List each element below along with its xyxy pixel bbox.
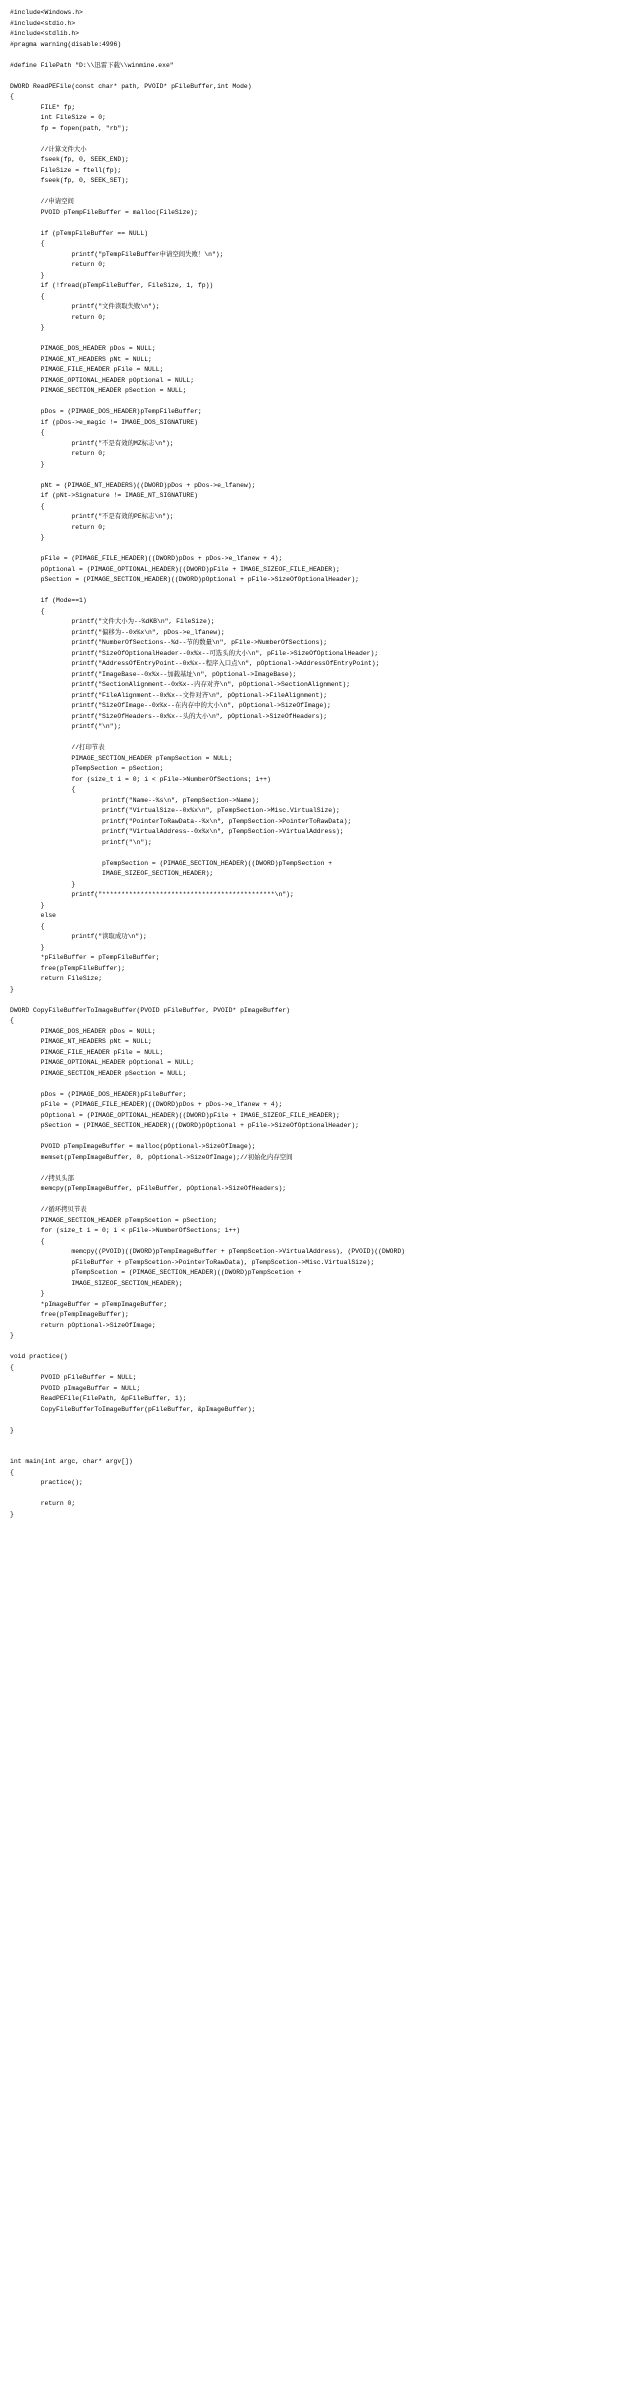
code-line: } — [10, 1332, 14, 1339]
code-line: fp = fopen(path, "rb"); — [10, 124, 129, 132]
code-line: //循环拷贝节表 — [10, 1206, 87, 1213]
code-line: return FileSize; — [10, 975, 103, 982]
code-line: { — [10, 922, 45, 930]
code-line: printf("SizeOfImage--0x%x--在内存中的大小\n", pOptional->SizeOfImage); — [10, 702, 331, 709]
code-line: } — [10, 1510, 14, 1518]
code-line: printf("PointerToRawData--%x\n", pTempSection->PointerToRawData); — [10, 817, 352, 825]
code-line: if (pNt->Signature != IMAGE_NT_SIGNATURE) — [10, 492, 198, 499]
code-line: printf("*********************************************\n"); — [10, 891, 294, 898]
code-line: { — [10, 1237, 45, 1245]
code-line: pTempSection = pSection; — [10, 765, 164, 772]
code-line: { — [10, 429, 45, 436]
code-line: printf("SizeOfOptionalHeader--0x%x--可选头的大小\n", pFile->SizeOfOptionalHeader); — [10, 649, 379, 657]
code-line: { — [10, 93, 14, 100]
code-line: free(pTempImageBuffer); — [10, 1311, 129, 1318]
code-line: { — [10, 1017, 14, 1024]
code-line: PIMAGE_FILE_HEADER pFile = NULL; — [10, 366, 164, 373]
code-line: pFile = (PIMAGE_FILE_HEADER)((DWORD)pDos + pDos->e_lfanew + 4); — [10, 555, 283, 562]
code-line: pOptional = (PIMAGE_OPTIONAL_HEADER)((DWORD)pFile + IMAGE_SIZEOF_FILE_HEADER); — [10, 565, 340, 573]
code-line: } — [10, 460, 45, 468]
code-line — [10, 995, 628, 1006]
code-line: } — [10, 943, 45, 951]
code-line: printf("文件读取失败\n"); — [10, 303, 160, 310]
code-line: PVOID pTempFileBuffer = malloc(FileSize); — [10, 208, 198, 216]
code-line — [10, 134, 628, 145]
code-line: } — [10, 324, 45, 331]
code-line: pDos = (PIMAGE_DOS_HEADER)pTempFileBuffer; — [10, 408, 202, 415]
code-line — [10, 50, 628, 61]
code-line: printf("\n"); — [10, 838, 152, 846]
code-line: ReadPEFile(FilePath, &pFileBuffer, 1); — [10, 1395, 187, 1402]
code-line: for (size_t i = 0; i < pFile->NumberOfSections; i++) — [10, 1227, 241, 1234]
code-line: //计算文件大小 — [10, 145, 87, 153]
code-line: int main(int argc, char* argv[]) — [10, 1458, 133, 1465]
code-line — [10, 1079, 628, 1090]
code-line: *pFileBuffer = pTempFileBuffer; — [10, 954, 160, 961]
code-line: pFile = (PIMAGE_FILE_HEADER)((DWORD)pDos + pDos->e_lfanew + 4); — [10, 1101, 283, 1108]
code-line — [10, 1163, 628, 1174]
code-line: PIMAGE_FILE_HEADER pFile = NULL; — [10, 1048, 164, 1056]
code-line: #include<Windows.h> — [10, 9, 83, 16]
code-line: if (pTempFileBuffer == NULL) — [10, 229, 149, 237]
code-line: pTempSection = (PIMAGE_SECTION_HEADER)((DWORD)pTempSection + — [10, 859, 333, 867]
code-line: FILE* fp; — [10, 103, 76, 111]
code-line: pSection = (PIMAGE_SECTION_HEADER)((DWORD)pOptional + pFile->SizeOfOptionalHeader); — [10, 1122, 359, 1129]
code-line: if (pDos->e_magic != IMAGE_DOS_SIGNATURE) — [10, 418, 198, 426]
code-line: if (!fread(pTempFileBuffer, FileSize, 1, fp)) — [10, 282, 214, 289]
code-line: pNt = (PIMAGE_NT_HEADERS)((DWORD)pDos + pDos->e_lfanew); — [10, 481, 256, 489]
code-line: { — [10, 1363, 14, 1371]
code-line: printf("Name--%s\n", pTempSection->Name); — [10, 796, 260, 804]
code-line: return 0; — [10, 450, 106, 457]
code-line: { — [10, 786, 76, 793]
code-line: PIMAGE_DOS_HEADER pDos = NULL; — [10, 345, 156, 352]
code-line: printf("读取成功\n"); — [10, 933, 147, 940]
code-line: PIMAGE_OPTIONAL_HEADER pOptional = NULL; — [10, 376, 195, 384]
code-line: { — [10, 240, 45, 247]
code-line: *pImageBuffer = pTempImageBuffer; — [10, 1300, 168, 1308]
code-line: { — [10, 1468, 14, 1476]
code-line: pTempScetion = (PIMAGE_SECTION_HEADER)((DWORD)pTempScetion + — [10, 1269, 302, 1276]
code-line: //拷贝头部 — [10, 1174, 74, 1182]
code-line — [10, 334, 628, 345]
code-line: PVOID pFileBuffer = NULL; — [10, 1374, 137, 1381]
code-line: //申请空间 — [10, 198, 74, 205]
code-line: return pOptional->SizeOfImage; — [10, 1321, 156, 1329]
code-line: { — [10, 607, 45, 615]
code-line: pSection = (PIMAGE_SECTION_HEADER)((DWORD)pOptional + pFile->SizeOfOptionalHeader); — [10, 576, 359, 583]
code-line — [10, 1132, 628, 1143]
code-line: practice(); — [10, 1479, 83, 1486]
code-line: PIMAGE_SECTION_HEADER pSection = NULL; — [10, 387, 187, 394]
code-line — [10, 1342, 628, 1353]
code-line: PIMAGE_DOS_HEADER pDos = NULL; — [10, 1027, 156, 1035]
code-line: fseek(fp, 0, SEEK_SET); — [10, 177, 129, 184]
code-line: fseek(fp, 0, SEEK_END); — [10, 156, 129, 163]
code-line: printf("文件大小为--%dKB\n", FileSize); — [10, 618, 215, 625]
code-line: PIMAGE_SECTION_HEADER pTempScetion = pSection; — [10, 1216, 218, 1224]
code-line: printf("NumberOfSections--%d--节的数量\n", pFile->NumberOfSections); — [10, 639, 328, 646]
code-line: for (size_t i = 0; i < pFile->NumberOfSections; i++) — [10, 775, 271, 783]
code-line: } — [10, 901, 45, 909]
code-line: } — [10, 985, 14, 993]
code-line: printf("pTempFileBuffer申请空间失败！\n"); — [10, 250, 224, 258]
code-line — [10, 586, 628, 597]
code-line: { — [10, 502, 45, 510]
code-line: return 0; — [10, 1500, 76, 1507]
code-line: printf("\n"); — [10, 723, 122, 730]
code-line: printf("不是有效的PE标志\n"); — [10, 513, 174, 520]
code-line: #include<stdio.h> — [10, 19, 76, 27]
code-line: return 0; — [10, 261, 106, 268]
code-line: printf("不是有效的MZ标志\n"); — [10, 439, 174, 447]
code-line: //打印节表 — [10, 744, 105, 751]
code-line: DWORD CopyFileBufferToImageBuffer(PVOID pFileBuffer, PVOID* pImageBuffer) — [10, 1006, 290, 1014]
code-line: memcpy(pTempImageBuffer, pFileBuffer, pOptional->SizeOfHeaders); — [10, 1185, 287, 1192]
code-line — [10, 1436, 628, 1447]
code-line: PIMAGE_NT_HEADERS pNt = NULL; — [10, 1038, 152, 1045]
code-line: printf("AddressOfEntryPoint--0x%x--程序入口点\n", pOptional->AddressOfEntryPoint); — [10, 660, 380, 667]
code-line: #define FilePath "D:\\迅雷下载\\winmine.exe" — [10, 61, 174, 69]
code-line — [10, 71, 628, 82]
code-line: else — [10, 912, 57, 919]
code-line: int FileSize = 0; — [10, 114, 106, 121]
code-line: FileSize = ftell(fp); — [10, 166, 122, 174]
code-line: printf("VirtualAddress--0x%x\n", pTempSection->VirtualAddress); — [10, 828, 344, 835]
code-line: return 0; — [10, 523, 106, 531]
code-line: PIMAGE_NT_HEADERS pNt = NULL; — [10, 355, 152, 363]
code-line: printf("SectionAlignment--0x%x--内存对齐\n", pOptional->SectionAlignment); — [10, 681, 351, 688]
code-line: CopyFileBufferToImageBuffer(pFileBuffer, &pImageBuffer); — [10, 1405, 256, 1413]
code-line: printf("SizeOfHeaders--0x%x--头的大小\n", pOptional->SizeOfHeaders); — [10, 712, 328, 720]
code-line — [10, 1195, 628, 1206]
code-line: IMAGE_SIZEOF_SECTION_HEADER); — [10, 1279, 183, 1287]
code-line — [10, 187, 628, 198]
code-line: #include<stdlib.h> — [10, 30, 80, 37]
code-line — [10, 733, 628, 744]
code-line: memcpy((PVOID)((DWORD)pTempImageBuffer + pTempScetion->VirtualAddress), (PVOID)((DWORD) — [10, 1248, 406, 1255]
code-line: free(pTempFileBuffer); — [10, 964, 126, 972]
code-line: pFileBuffer + pTempScetion->PointerToRawData), pTempScetion->Misc.VirtualSize); — [10, 1258, 375, 1266]
code-line: } — [10, 271, 45, 279]
code-line: PIMAGE_SECTION_HEADER pTempSection = NULL; — [10, 754, 233, 762]
code-line — [10, 1447, 628, 1458]
code-line: PVOID pImageBuffer = NULL; — [10, 1384, 141, 1392]
code-line: } — [10, 1290, 45, 1297]
code-line: IMAGE_SIZEOF_SECTION_HEADER); — [10, 870, 214, 877]
code-line: pOptional = (PIMAGE_OPTIONAL_HEADER)((DWORD)pFile + IMAGE_SIZEOF_FILE_HEADER); — [10, 1111, 340, 1119]
code-line: } — [10, 1426, 14, 1434]
code-line: DWORD ReadPEFile(const char* path, PVOID* pFileBuffer,int Mode) — [10, 82, 252, 90]
code-line — [10, 544, 628, 555]
code-line — [10, 218, 628, 229]
code-line: } — [10, 534, 45, 541]
code-line: printf("偏移为--0x%x\n", pDos->e_lfanew); — [10, 628, 225, 636]
code-line: printf("FileAlignment--0x%x--文件对齐\n", pOptional->FileAlignment); — [10, 691, 328, 699]
code-line: PVOID pTempImageBuffer = malloc(pOptional->SizeOfImage); — [10, 1143, 256, 1150]
code-line — [10, 1415, 628, 1426]
code-line: printf("VirtualSize--0x%x\n", pTempSection->Misc.VirtualSize); — [10, 807, 340, 814]
code-line: void practice() — [10, 1353, 68, 1360]
code-line: pDos = (PIMAGE_DOS_HEADER)pFileBuffer; — [10, 1090, 187, 1098]
code-line — [10, 397, 628, 408]
code-line — [10, 470, 628, 481]
code-line: } — [10, 880, 76, 888]
code-line — [10, 848, 628, 859]
code-line: { — [10, 292, 45, 300]
code-line: if (Mode==1) — [10, 597, 87, 604]
code-line: printf("ImageBase--0x%x--加载基址\n", pOptional->ImageBase); — [10, 670, 297, 678]
code-line: PIMAGE_SECTION_HEADER pSection = NULL; — [10, 1069, 187, 1077]
code-line: PIMAGE_OPTIONAL_HEADER pOptional = NULL; — [10, 1059, 195, 1066]
code-line: #pragma warning(disable:4996) — [10, 40, 122, 48]
code-line: return 0; — [10, 313, 106, 321]
code-line — [10, 1489, 628, 1500]
code-line: memset(pTempImageBuffer, 0, pOptional->SizeOfImage);//初始化内存空间 — [10, 1153, 293, 1161]
